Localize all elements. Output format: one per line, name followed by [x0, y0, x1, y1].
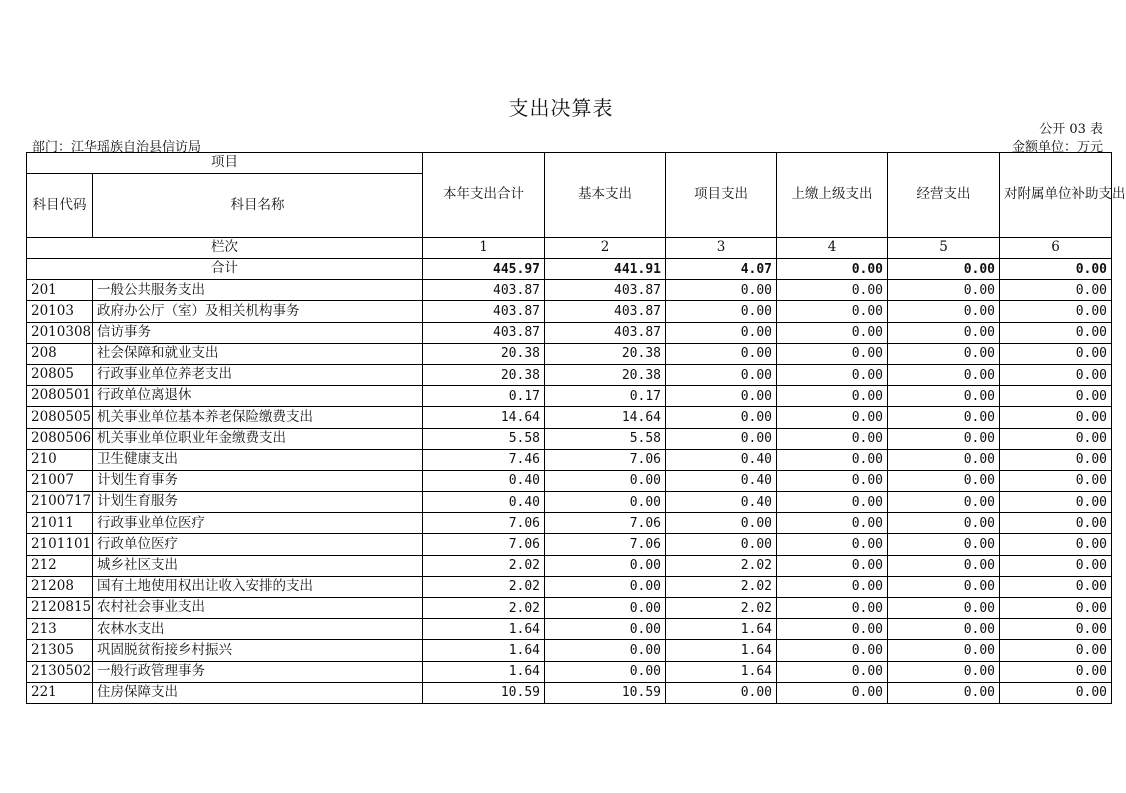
- amount-cell: 20.38: [423, 343, 545, 364]
- index-col-1: 1: [423, 238, 545, 259]
- amount-cell: 0.00: [777, 492, 888, 513]
- amount-cell: 0.00: [545, 640, 666, 661]
- subject-code: 201: [27, 280, 93, 301]
- amount-cell: 2.02: [666, 598, 777, 619]
- amount-cell: 0.00: [1000, 301, 1112, 322]
- subject-code: 212: [27, 555, 93, 576]
- amount-cell: 1.64: [666, 661, 777, 682]
- amount-cell: 5.58: [423, 428, 545, 449]
- amount-cell: 0.00: [888, 598, 1000, 619]
- table-row: [27, 428, 1112, 449]
- amount-cell: 0.00: [888, 322, 1000, 343]
- table-row: [27, 364, 1112, 385]
- table-row: [27, 492, 1112, 513]
- amount-cell: 1.64: [423, 640, 545, 661]
- amount-cell: 0.00: [777, 364, 888, 385]
- amount-cell: 0.00: [777, 386, 888, 407]
- subject-name: 信访事务: [93, 322, 423, 343]
- amount-cell: 2.02: [423, 555, 545, 576]
- amount-cell: 0.00: [888, 619, 1000, 640]
- subject-name: 农林水支出: [93, 619, 423, 640]
- subject-code: 2080501: [27, 386, 93, 407]
- amount-cell: 0.00: [888, 280, 1000, 301]
- header-subject-code: 科目代码: [27, 174, 93, 238]
- amount-cell: 0.00: [1000, 322, 1112, 343]
- amount-cell: 1.64: [423, 619, 545, 640]
- amount-cell: 0.00: [666, 343, 777, 364]
- subject-name: 城乡社区支出: [93, 555, 423, 576]
- amount-cell: 0.00: [888, 576, 1000, 597]
- subject-code: 2120815: [27, 598, 93, 619]
- amount-cell: 0.00: [666, 682, 777, 703]
- subject-code: 2100717: [27, 492, 93, 513]
- amount-cell: 7.06: [423, 513, 545, 534]
- subject-name: 计划生育事务: [93, 470, 423, 491]
- subject-code: 2080506: [27, 428, 93, 449]
- amount-cell: 0.00: [888, 640, 1000, 661]
- report-title: 支出决算表: [508, 96, 614, 120]
- table-row: [27, 576, 1112, 597]
- amount-cell: 0.00: [888, 386, 1000, 407]
- total-value: 0.00: [888, 259, 1000, 280]
- amount-cell: 0.00: [545, 470, 666, 491]
- amount-cell: 0.00: [666, 407, 777, 428]
- subject-code: 20103: [27, 301, 93, 322]
- amount-cell: 0.00: [1000, 343, 1112, 364]
- subject-name: 行政单位离退休: [93, 386, 423, 407]
- table-row: [27, 449, 1112, 470]
- amount-cell: 0.00: [888, 449, 1000, 470]
- amount-cell: 0.00: [777, 598, 888, 619]
- subject-code: 21208: [27, 576, 93, 597]
- amount-cell: 7.06: [423, 534, 545, 555]
- subject-code: 2080505: [27, 407, 93, 428]
- amount-cell: 403.87: [423, 280, 545, 301]
- amount-cell: 0.00: [888, 492, 1000, 513]
- table-row: [27, 598, 1112, 619]
- amount-cell: 0.00: [777, 534, 888, 555]
- amount-cell: 14.64: [545, 407, 666, 428]
- amount-cell: 0.00: [777, 640, 888, 661]
- amount-unit-label: 金额单位：万元: [1011, 140, 1103, 155]
- amount-cell: 0.00: [777, 619, 888, 640]
- subject-name: 政府办公厅（室）及相关机构事务: [93, 301, 423, 322]
- table-row: [27, 555, 1112, 576]
- header-basic-expenditure: 基本支出: [545, 153, 666, 238]
- amount-cell: 0.00: [888, 470, 1000, 491]
- amount-cell: 0.00: [666, 534, 777, 555]
- department-label: 部门：江华瑶族自治县信访局: [32, 140, 202, 155]
- amount-cell: 0.00: [888, 301, 1000, 322]
- amount-cell: 0.00: [777, 428, 888, 449]
- amount-cell: 5.58: [545, 428, 666, 449]
- amount-cell: 0.00: [888, 682, 1000, 703]
- subject-code: 2101101: [27, 534, 93, 555]
- amount-cell: 0.40: [666, 449, 777, 470]
- table-row: [27, 386, 1112, 407]
- amount-cell: 1.64: [666, 619, 777, 640]
- total-value: 0.00: [1000, 259, 1112, 280]
- amount-cell: 0.17: [423, 386, 545, 407]
- amount-cell: 0.00: [888, 534, 1000, 555]
- header-item: 项目: [27, 153, 423, 174]
- amount-cell: 403.87: [545, 301, 666, 322]
- subject-code: 2010308: [27, 322, 93, 343]
- amount-cell: 20.38: [545, 343, 666, 364]
- amount-cell: 0.00: [545, 555, 666, 576]
- amount-cell: 0.00: [777, 343, 888, 364]
- subject-name: 住房保障支出: [93, 682, 423, 703]
- header-total-expenditure: 本年支出合计: [423, 153, 545, 238]
- amount-cell: 0.00: [1000, 449, 1112, 470]
- subject-code: 21305: [27, 640, 93, 661]
- amount-cell: 0.00: [666, 364, 777, 385]
- amount-cell: 7.46: [423, 449, 545, 470]
- total-value: 445.97: [423, 259, 545, 280]
- amount-cell: 20.38: [545, 364, 666, 385]
- header-subsidiary-subsidy: 对附属单位补助支出: [1000, 153, 1112, 238]
- amount-cell: 0.00: [1000, 407, 1112, 428]
- amount-cell: 0.40: [423, 492, 545, 513]
- amount-cell: 0.00: [1000, 470, 1112, 491]
- amount-cell: 0.00: [545, 492, 666, 513]
- table-row: [27, 619, 1112, 640]
- index-col-6: 6: [1000, 238, 1112, 259]
- subject-name: 机关事业单位职业年金缴费支出: [93, 428, 423, 449]
- expenditure-table: [26, 152, 1126, 704]
- subject-name: 一般行政管理事务: [93, 661, 423, 682]
- total-value: 441.91: [545, 259, 666, 280]
- amount-cell: 2.02: [423, 576, 545, 597]
- amount-cell: 0.00: [777, 449, 888, 470]
- subject-name: 计划生育服务: [93, 492, 423, 513]
- table-row: [27, 682, 1112, 703]
- amount-cell: 0.00: [1000, 619, 1112, 640]
- amount-cell: 403.87: [545, 280, 666, 301]
- table-row: [27, 343, 1112, 364]
- subject-code: 20805: [27, 364, 93, 385]
- amount-cell: 20.38: [423, 364, 545, 385]
- amount-cell: 2.02: [666, 555, 777, 576]
- table-row: [27, 470, 1112, 491]
- amount-cell: 0.00: [888, 364, 1000, 385]
- amount-cell: 0.00: [1000, 661, 1112, 682]
- amount-cell: 0.00: [777, 661, 888, 682]
- amount-cell: 0.00: [1000, 534, 1112, 555]
- table-row: [27, 322, 1112, 343]
- subject-name: 国有土地使用权出让收入安排的支出: [93, 576, 423, 597]
- amount-cell: 403.87: [423, 301, 545, 322]
- amount-cell: 10.59: [423, 682, 545, 703]
- amount-cell: 0.00: [777, 470, 888, 491]
- amount-cell: 0.00: [545, 661, 666, 682]
- subject-code: 2130502: [27, 661, 93, 682]
- amount-cell: 7.06: [545, 534, 666, 555]
- amount-cell: 0.00: [1000, 555, 1112, 576]
- amount-cell: 7.06: [545, 513, 666, 534]
- amount-cell: 0.40: [423, 470, 545, 491]
- index-col-3: 3: [666, 238, 777, 259]
- amount-cell: 0.00: [777, 280, 888, 301]
- amount-cell: 0.00: [545, 619, 666, 640]
- table-row: [27, 407, 1112, 428]
- amount-cell: 10.59: [545, 682, 666, 703]
- header-operating-expenditure: 经营支出: [888, 153, 1000, 238]
- amount-cell: 0.00: [1000, 576, 1112, 597]
- subject-name: 行政单位医疗: [93, 534, 423, 555]
- amount-cell: 0.00: [1000, 386, 1112, 407]
- subject-name: 农村社会事业支出: [93, 598, 423, 619]
- header-project-expenditure: 项目支出: [666, 153, 777, 238]
- amount-cell: 0.40: [666, 470, 777, 491]
- subject-name: 社会保障和就业支出: [93, 343, 423, 364]
- amount-cell: 0.00: [666, 280, 777, 301]
- amount-cell: 0.00: [888, 343, 1000, 364]
- amount-cell: 0.00: [1000, 280, 1112, 301]
- amount-cell: 0.00: [777, 322, 888, 343]
- header-remit-upper-expenditure: 上缴上级支出: [777, 153, 888, 238]
- amount-cell: 0.17: [545, 386, 666, 407]
- amount-cell: 2.02: [666, 576, 777, 597]
- amount-cell: 0.00: [1000, 364, 1112, 385]
- index-row-label: 栏次: [27, 238, 423, 259]
- subject-name: 行政事业单位养老支出: [93, 364, 423, 385]
- amount-cell: 403.87: [423, 322, 545, 343]
- amount-cell: 0.00: [777, 513, 888, 534]
- amount-cell: 0.00: [777, 576, 888, 597]
- amount-cell: 0.00: [888, 428, 1000, 449]
- amount-cell: 0.00: [888, 661, 1000, 682]
- amount-cell: 0.00: [1000, 682, 1112, 703]
- amount-cell: 0.00: [777, 555, 888, 576]
- index-col-2: 2: [545, 238, 666, 259]
- subject-code: 210: [27, 449, 93, 470]
- table-row: [27, 301, 1112, 322]
- total-row: [27, 259, 1112, 280]
- form-number: 公开 03 表: [1039, 122, 1103, 137]
- subject-code: 21011: [27, 513, 93, 534]
- amount-cell: 14.64: [423, 407, 545, 428]
- subject-code: 21007: [27, 470, 93, 491]
- total-value: 0.00: [777, 259, 888, 280]
- amount-cell: 2.02: [423, 598, 545, 619]
- amount-cell: 1.64: [666, 640, 777, 661]
- table-row: [27, 640, 1112, 661]
- amount-cell: 0.00: [666, 322, 777, 343]
- subject-name: 一般公共服务支出: [93, 280, 423, 301]
- subject-name: 机关事业单位基本养老保险缴费支出: [93, 407, 423, 428]
- amount-cell: 0.00: [545, 576, 666, 597]
- amount-cell: 0.00: [666, 301, 777, 322]
- index-col-4: 4: [777, 238, 888, 259]
- amount-cell: 0.00: [545, 598, 666, 619]
- amount-cell: 0.00: [777, 407, 888, 428]
- amount-cell: 0.00: [666, 428, 777, 449]
- subject-code: 213: [27, 619, 93, 640]
- amount-cell: 0.00: [888, 555, 1000, 576]
- amount-cell: 403.87: [545, 322, 666, 343]
- subject-name: 行政事业单位医疗: [93, 513, 423, 534]
- amount-cell: 0.00: [1000, 492, 1112, 513]
- header-subject-name: 科目名称: [93, 174, 423, 238]
- index-col-5: 5: [888, 238, 1000, 259]
- total-value: 4.07: [666, 259, 777, 280]
- subject-code: 208: [27, 343, 93, 364]
- table-row: [27, 534, 1112, 555]
- amount-cell: 1.64: [423, 661, 545, 682]
- amount-cell: 0.00: [666, 513, 777, 534]
- subject-name: 卫生健康支出: [93, 449, 423, 470]
- amount-cell: 0.00: [1000, 513, 1112, 534]
- amount-cell: 0.00: [777, 682, 888, 703]
- amount-cell: 0.00: [1000, 428, 1112, 449]
- amount-cell: 0.00: [1000, 640, 1112, 661]
- amount-cell: 0.00: [1000, 598, 1112, 619]
- amount-cell: 0.00: [666, 386, 777, 407]
- table-row: [27, 661, 1112, 682]
- amount-cell: 7.06: [545, 449, 666, 470]
- table-row: [27, 513, 1112, 534]
- total-label: 合计: [27, 259, 423, 280]
- subject-code: 221: [27, 682, 93, 703]
- amount-cell: 0.00: [888, 407, 1000, 428]
- subject-name: 巩固脱贫衔接乡村振兴: [93, 640, 423, 661]
- amount-cell: 0.00: [777, 301, 888, 322]
- table-row: [27, 280, 1112, 301]
- amount-cell: 0.00: [888, 513, 1000, 534]
- amount-cell: 0.40: [666, 492, 777, 513]
